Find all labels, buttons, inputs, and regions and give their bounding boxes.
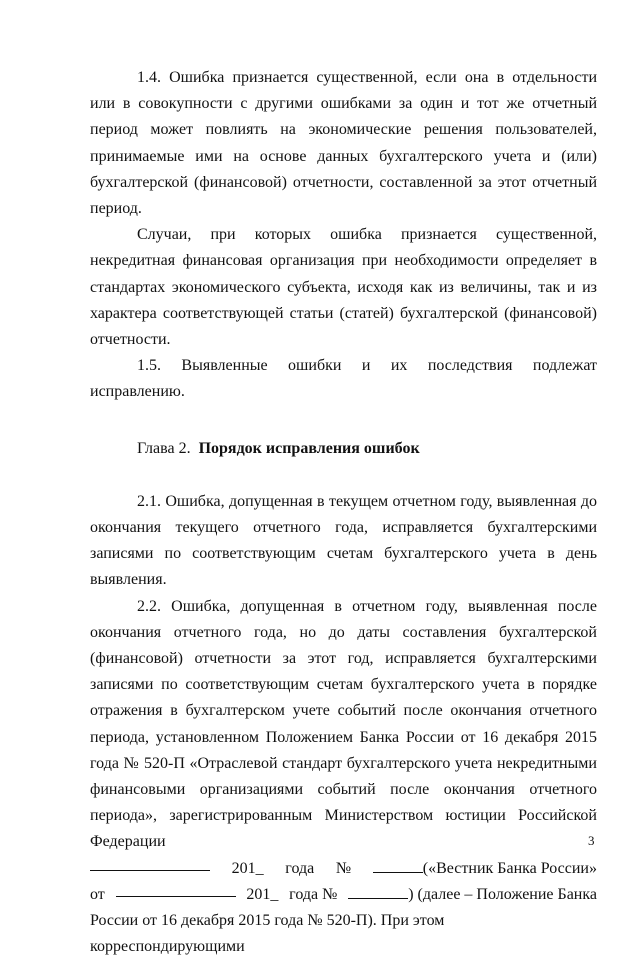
page-number: 3 <box>588 833 595 848</box>
paragraph-cases: Случаи, при которых ошибка признается существенной, некредитная финансовая организация при необходимости определяет в стандартах экономического субъекта, исходя как из величины, так и из характера соответствующей статьи (статей) бухгалтерской (финансовой) отчетности. <box>90 226 597 349</box>
paragraph-2-2: 2.2. Ошибка, допущенная в отчетном году, выявленная после окончания отчетного года, но до даты составления бухгалтерской (финансовой) отчетности за этот год, исправляется бухгалтерскими записями по соответствующим счетам бухгалтерского учета в порядке отражения в бухгалтерском учете событий после окончания отчетного периода, установленном Положением Банка России от 16 декабря 2015 года № 520-П «Отраслевой стандарт бухгалтерского учета некредитными финансовыми организациями событий после окончания отчетного периода», зарегистрированным Министерством юстиции Российской Федерации <box>90 597 597 851</box>
fill-line-2 <box>90 882 597 908</box>
blank-date-1 <box>90 856 210 871</box>
fill-line-1 <box>90 856 597 882</box>
fill-rest-2 <box>348 882 597 908</box>
blank-number-2 <box>348 884 408 899</box>
fill-year-2: 201_ <box>246 885 279 903</box>
paragraph-1-4: 1.4. Ошибка признается существенной, если она в отдельности или в совокупности с другими ошибками за один и тот же отчетный период может повлиять на экономические решения пользователей, принимаемые ими на основе данных бухгалтерского учета и (или) бухгалтерской (финансовой) отчетности, составленной за этот отчетный период. <box>90 69 597 218</box>
fill-year-1: 201_ <box>231 859 264 877</box>
fill-number-sign-1: № <box>335 859 352 877</box>
document-body <box>90 65 597 961</box>
blank-number-1 <box>373 858 423 873</box>
fill-rest-1-text: («Вестник Банка России» <box>422 859 597 877</box>
fill-word-year-2: года № <box>289 885 338 903</box>
paragraph-1-5: 1.5. Выявленные ошибки и их последствия подлежат исправлению. <box>90 357 597 401</box>
spacer <box>90 406 597 436</box>
spacer <box>90 462 597 489</box>
fill-from: от <box>90 885 105 903</box>
fill-rest-1 <box>373 856 597 882</box>
paragraph-2-1: 2.1. Ошибка, допущенная в текущем отчетном году, выявленная до окончания текущего отчетного года, исправляется бухгалтерскими записями по соответствующим счетам бухгалтерского учета в день выявления. <box>90 492 597 589</box>
chapter-heading <box>90 436 597 462</box>
chapter-prefix: Глава 2. <box>137 439 191 457</box>
fill-rest-2-text: ) (далее – Положение Банка <box>408 885 597 903</box>
paragraph-2-2-tail: России от 16 декабря 2015 года № 520-П). При этом корреспондирующими <box>90 912 445 956</box>
chapter-title: Порядок исправления ошибок <box>198 439 420 457</box>
blank-date-2 <box>116 882 236 897</box>
fill-word-year-1: года <box>285 859 315 877</box>
